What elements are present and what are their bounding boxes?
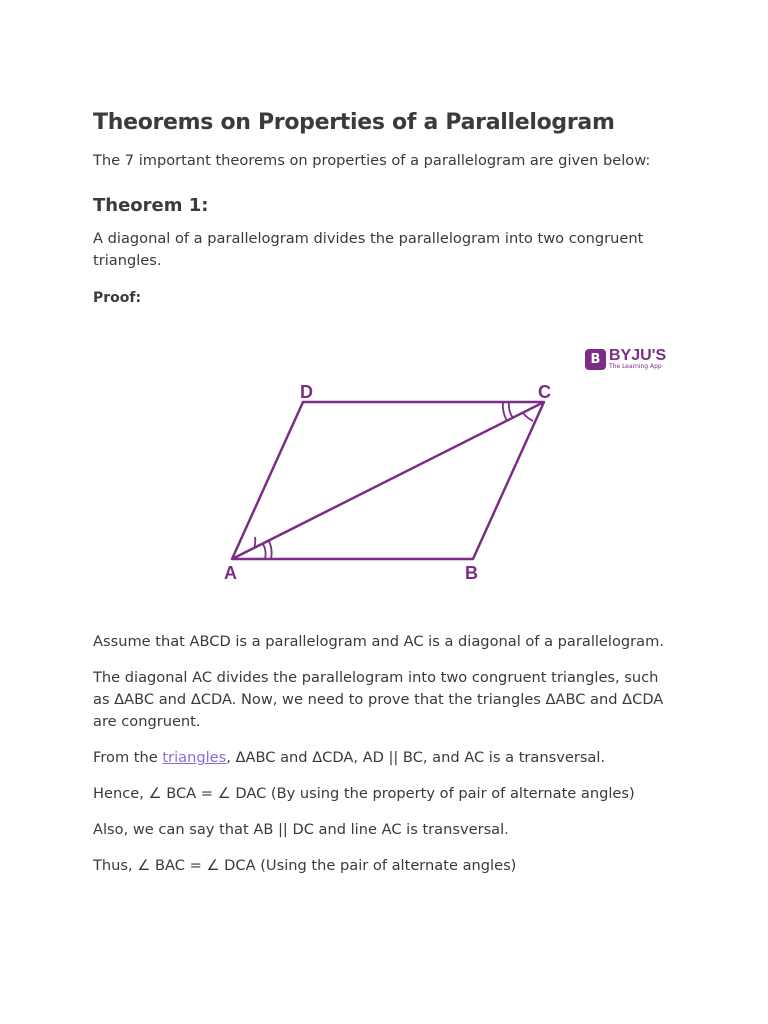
proof-paragraph-3-suffix: , ΔABC and ΔCDA, AD || BC, and AC is a transversal.	[226, 749, 606, 766]
triangles-link[interactable]: triangles	[162, 749, 227, 766]
article-body	[93, 108, 673, 310]
theorem-1-heading: Theorem 1:	[93, 195, 209, 216]
byjus-logo-mark: B	[585, 349, 606, 370]
byjus-logo-tagline: The Learning App	[609, 363, 662, 370]
parallelogram-diagram	[93, 340, 673, 600]
vertex-label-d: D	[300, 382, 313, 402]
byjus-logo-name: BYJU'S	[609, 347, 667, 364]
proof-paragraph-6: Thus, ∠ BAC = ∠ DCA (Using the pair of alternate angles)	[93, 857, 517, 874]
intro-paragraph: The 7 important theorems on properties of a parallelogram are given below:	[93, 152, 651, 169]
proof-paragraph-3	[93, 747, 673, 769]
angle-arc-a-double-2	[269, 541, 272, 559]
proof-paragraph-5: Also, we can say that AB || DC and line AC is transversal.	[93, 821, 509, 838]
vertex-label-b: B	[465, 563, 478, 583]
proof-paragraph-4: Hence, ∠ BCA = ∠ DAC (By using the property of pair of alternate angles)	[93, 785, 635, 802]
parallelogram-figure	[93, 340, 673, 600]
angle-arc-c-double-1	[509, 402, 513, 418]
diagonal-ac	[232, 402, 544, 559]
vertex-label-c: C	[538, 382, 551, 402]
angle-arc-a-single	[254, 537, 255, 548]
proof-paragraph-1: Assume that ABCD is a parallelogram and AC is a diagonal of a parallelogram.	[93, 633, 664, 650]
vertex-label-a: A	[224, 563, 237, 583]
angle-arc-a-double-1	[263, 544, 266, 559]
byjus-logo	[585, 348, 666, 370]
angle-arc-c-single	[523, 413, 533, 421]
theorem-1-statement: A diagonal of a parallelogram divides the parallelogram into two congruent triangles.	[93, 230, 644, 269]
proof-paragraph-3-prefix: From the	[93, 749, 163, 766]
proof-body	[93, 631, 673, 891]
proof-paragraph-2: The diagonal AC divides the parallelogram into two congruent triangles, such as ΔABC and ΔCDA. Now, we need to prove that the triangles ΔABC and ΔCDA are congruent.	[93, 669, 664, 730]
page-title: Theorems on Properties of a Parallelogram	[93, 110, 615, 135]
angle-arc-c-double-2	[503, 402, 507, 421]
proof-label: Proof:	[93, 290, 142, 306]
